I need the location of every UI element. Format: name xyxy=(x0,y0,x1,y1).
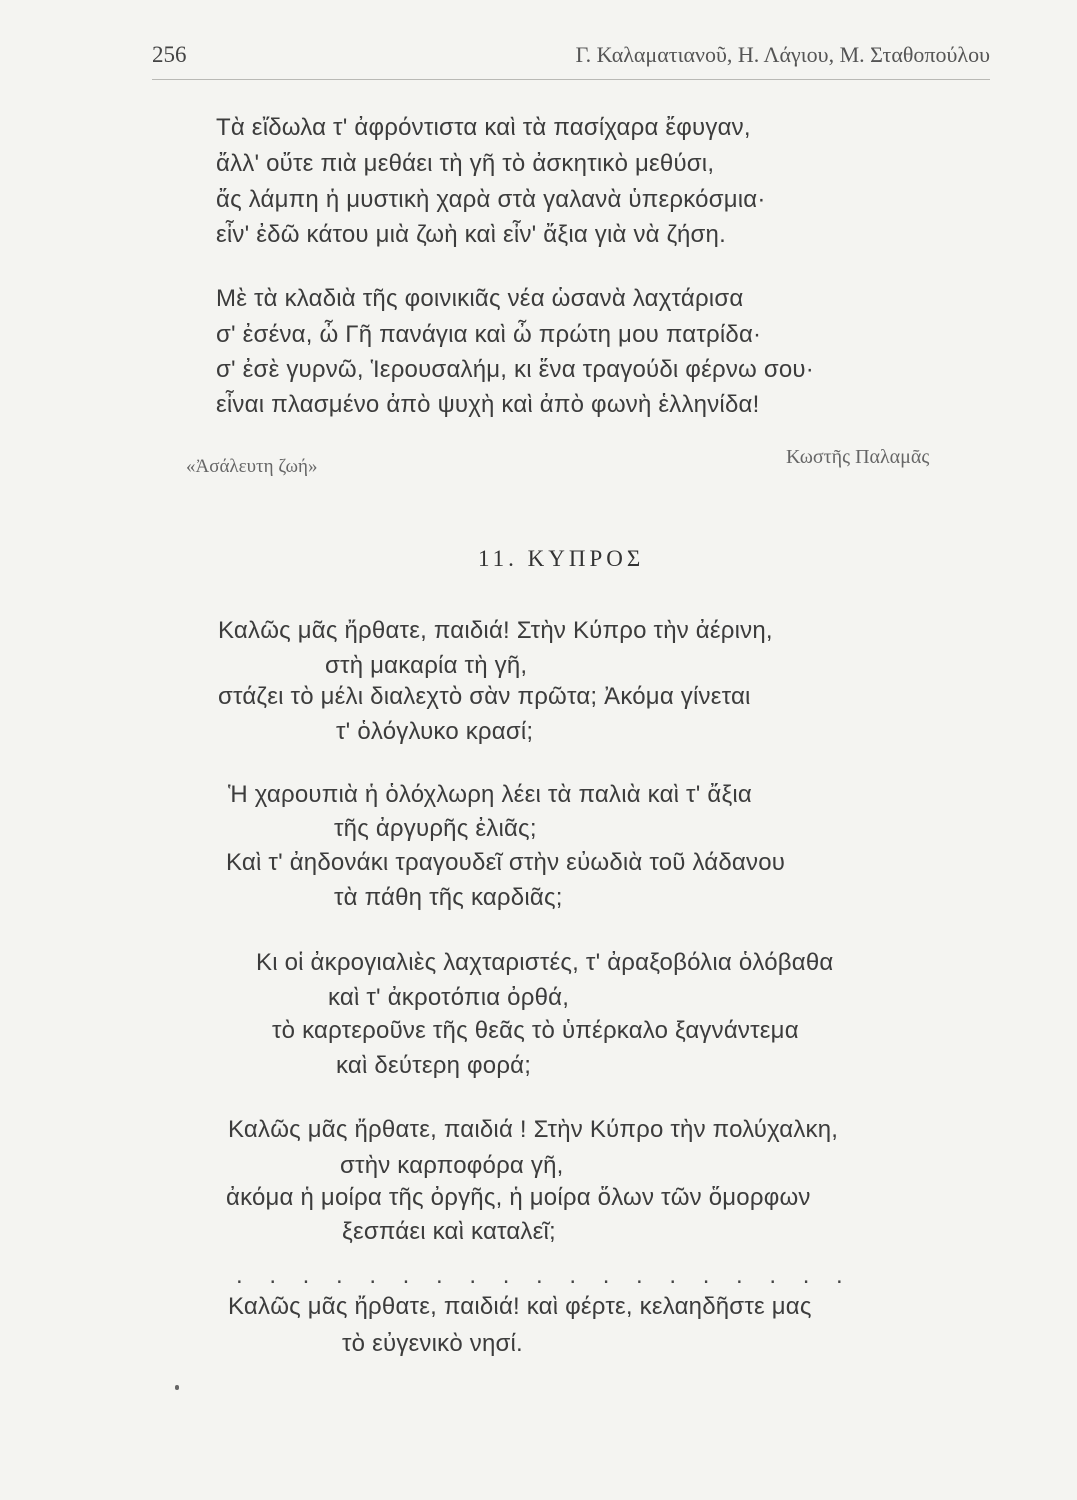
poem-line: ἄλλ' οὔτε πιὰ μεθάει τὴ γῆ τὸ ἀσκητικὸ μεθύσι, xyxy=(216,150,715,177)
poem-line: καὶ δεύτερη φορά; xyxy=(336,1052,532,1079)
poem-line: καὶ τ' ἀκροτόπια ὀρθά, xyxy=(328,984,570,1011)
ink-speck xyxy=(175,1385,179,1390)
poem-line: Μὲ τὰ κλαδιὰ τῆς φοινικιᾶς νέα ὡσανὰ λαχτάρισα xyxy=(216,285,744,312)
poem-line: στὴν καρποφόρα γῆ, xyxy=(340,1152,564,1179)
poem-line: ξεσπάει καὶ καταλεῖ; xyxy=(342,1218,556,1245)
poem-line: στὴ μακαρία τὴ γῆ, xyxy=(325,652,528,679)
poem-line: τῆς ἀργυρῆς ἐλιᾶς; xyxy=(334,815,537,842)
ellipsis-line: . . . . . . . . . . . . . . . . . . . xyxy=(236,1262,853,1289)
poem-source-title: «Ἀσάλευτη ζωή» xyxy=(186,456,318,477)
poem-line: στάζει τὸ μέλι διαλεχτὸ σὰν πρῶτα; Ἀκόμα γίνεται xyxy=(218,683,751,710)
poem-line: τὰ πάθη τῆς καρδιᾶς; xyxy=(334,884,563,911)
poem-line: τ' ὁλόγλυκο κρασί; xyxy=(336,718,534,745)
poem-line: εἶν' ἐδῶ κάτου μιὰ ζωὴ καὶ εἶν' ἄξια γιὰ νὰ ζήση. xyxy=(216,221,726,248)
poem-line: Ἡ χαρουπιὰ ἡ ὁλόχλωρη λέει τὰ παλιὰ καὶ τ' ἄξια xyxy=(228,781,753,808)
poem-line: τὸ καρτεροῦνε τῆς θεᾶς τὸ ὑπέρκαλο ξαγνάντεμα xyxy=(272,1017,799,1044)
poem-line: ἀκόμα ἡ μοίρα τῆς ὀργῆς, ἡ μοίρα ὅλων τῶν ὅμορφων xyxy=(226,1184,811,1211)
page-header xyxy=(152,38,990,78)
page-number: 256 xyxy=(152,42,187,67)
header-rule xyxy=(152,79,990,80)
poem-line: σ' ἐσὲ γυρνῶ, Ἱερουσαλήμ, κι ἕνα τραγούδι φέρνω σου· xyxy=(216,356,814,383)
poem-line: σ' ἐσένα, ὦ Γῆ πανάγια καὶ ὦ πρώτη μου πατρίδα· xyxy=(216,321,762,348)
poem-line: Καὶ τ' ἀηδονάκι τραγουδεῖ στὴν εὐωδιὰ τοῦ λάδανου xyxy=(226,849,786,876)
running-head: Γ. Καλαματιανοῦ, Η. Λάγιου, Μ. Σταθοπούλου xyxy=(575,42,990,67)
poem-line: Καλῶς μᾶς ἤρθατε, παιδιά ! Στὴν Κύπρο τὴν πολύχαλκη, xyxy=(228,1116,839,1143)
poem-line: εἶναι πλασμένο ἀπὸ ψυχὴ καὶ ἀπὸ φωνὴ ἑλληνίδα! xyxy=(216,391,760,418)
poem-line: τὸ εὐγενικὸ νησί. xyxy=(342,1330,523,1357)
poem-line: Κι οἱ ἀκρογιαλιὲς λαχταριστές, τ' ἀραξοβόλια ὁλόβαθα xyxy=(256,949,834,976)
section-title: 11. ΚΥΠΡΟΣ xyxy=(478,546,645,571)
poem-line: Καλῶς μᾶς ἤρθατε, παιδιά! καὶ φέρτε, κελαηδῆστε μας xyxy=(228,1293,812,1320)
poem-line: Καλῶς μᾶς ἤρθατε, παιδιά! Στὴν Κύπρο τὴν ἀέρινη, xyxy=(218,617,773,644)
poem-author: Κωστῆς Παλαμᾶς xyxy=(786,446,930,468)
poem-line: ἄς λάμπη ἡ μυστικὴ χαρὰ στὰ γαλανὰ ὑπερκόσμια· xyxy=(216,186,766,213)
poem-line: Τὰ εἴδωλα τ' ἀφρόντιστα καὶ τὰ πασίχαρα ἔφυγαν, xyxy=(216,114,751,141)
